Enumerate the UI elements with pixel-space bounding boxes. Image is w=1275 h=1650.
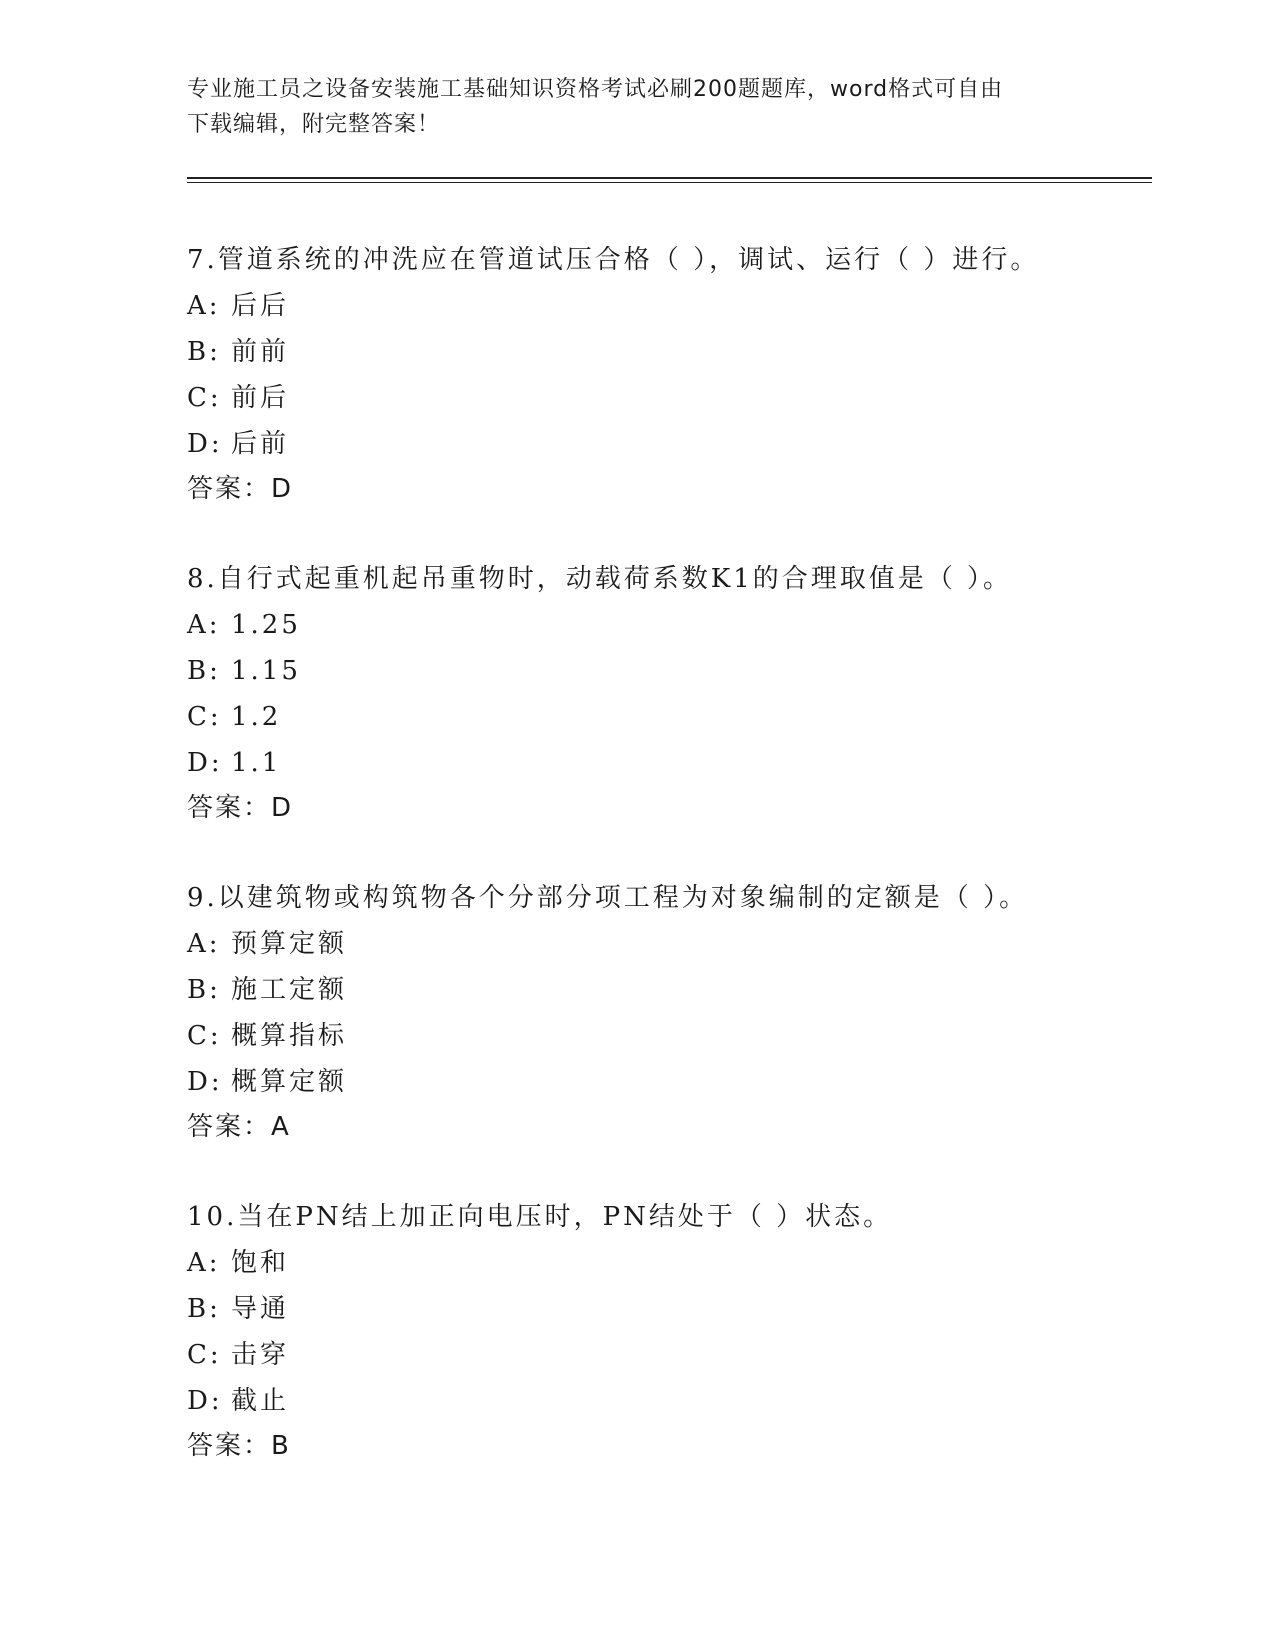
option-text: 施工定额 [231, 975, 348, 1005]
option-key: C: [187, 1021, 222, 1051]
question-stem: 7.管道系统的冲洗应在管道试压合格（ ），调试、运行（ ）进行。 [187, 245, 1040, 275]
answer-line: 答案：A [187, 1112, 291, 1142]
option-key: B: [187, 975, 221, 1005]
option-text: 后后 [231, 291, 290, 321]
option-d [187, 740, 1147, 786]
option-text: 1.25 [231, 610, 301, 640]
option-key: B: [187, 1294, 221, 1324]
option-key: B: [187, 656, 221, 686]
option-a [187, 1240, 1147, 1286]
option-text: 截止 [231, 1386, 290, 1416]
question-stem: 9.以建筑物或构筑物各个分部分项工程为对象编制的定额是（ ）。 [187, 883, 1029, 913]
option-c [187, 1013, 1147, 1059]
option-a [187, 602, 1147, 648]
option-key: B: [187, 337, 221, 367]
header-divider-thick [187, 177, 1152, 179]
option-text: 概算指标 [231, 1021, 348, 1051]
option-a [187, 921, 1147, 967]
option-key: D: [187, 429, 223, 459]
option-text: 预算定额 [231, 929, 348, 959]
option-key: D: [187, 1386, 223, 1416]
option-key: A: [187, 1248, 221, 1278]
option-key: C: [187, 383, 222, 413]
question-block [187, 1194, 1147, 1468]
header-divider-thin [187, 182, 1152, 183]
option-text: 导通 [231, 1294, 290, 1324]
option-text: 1.15 [231, 656, 301, 686]
option-c [187, 1332, 1147, 1378]
option-key: D: [187, 748, 223, 778]
option-d [187, 1059, 1147, 1105]
option-b [187, 967, 1147, 1013]
option-key: A: [187, 610, 221, 640]
option-a [187, 283, 1147, 329]
answer-line: 答案：D [187, 474, 294, 504]
option-key: D: [187, 1067, 223, 1097]
option-b [187, 1286, 1147, 1332]
option-text: 饱和 [231, 1248, 290, 1278]
option-c [187, 694, 1147, 740]
document-header [187, 72, 1077, 142]
option-text: 后前 [231, 429, 290, 459]
option-d [187, 1378, 1147, 1424]
option-text: 1.2 [231, 702, 282, 732]
option-text: 击穿 [231, 1340, 290, 1370]
option-key: A: [187, 929, 221, 959]
option-text: 前前 [231, 337, 290, 367]
answer-line: 答案：B [187, 1431, 291, 1461]
option-b [187, 329, 1147, 375]
answer-line: 答案：D [187, 793, 294, 823]
question-stem: 10.当在PN结上加正向电压时，PN结处于（ ）状态。 [187, 1202, 893, 1232]
question-block [187, 556, 1147, 830]
option-key: C: [187, 1340, 222, 1370]
option-d [187, 421, 1147, 467]
option-key: A: [187, 291, 221, 321]
header-line-2: 下载编辑，附完整答案！ [187, 112, 441, 137]
question-block [187, 875, 1147, 1149]
option-text: 前后 [231, 383, 290, 413]
header-line-1: 专业施工员之设备安装施工基础知识资格考试必刷200题题库，word格式可自由 [187, 77, 1004, 102]
option-text: 1.1 [231, 748, 282, 778]
question-block [187, 237, 1147, 511]
option-b [187, 648, 1147, 694]
option-key: C: [187, 702, 222, 732]
question-stem: 8.自行式起重机起吊重物时，动载荷系数K1的合理取值是（ ）。 [187, 564, 1013, 594]
option-text: 概算定额 [231, 1067, 348, 1097]
option-c [187, 375, 1147, 421]
